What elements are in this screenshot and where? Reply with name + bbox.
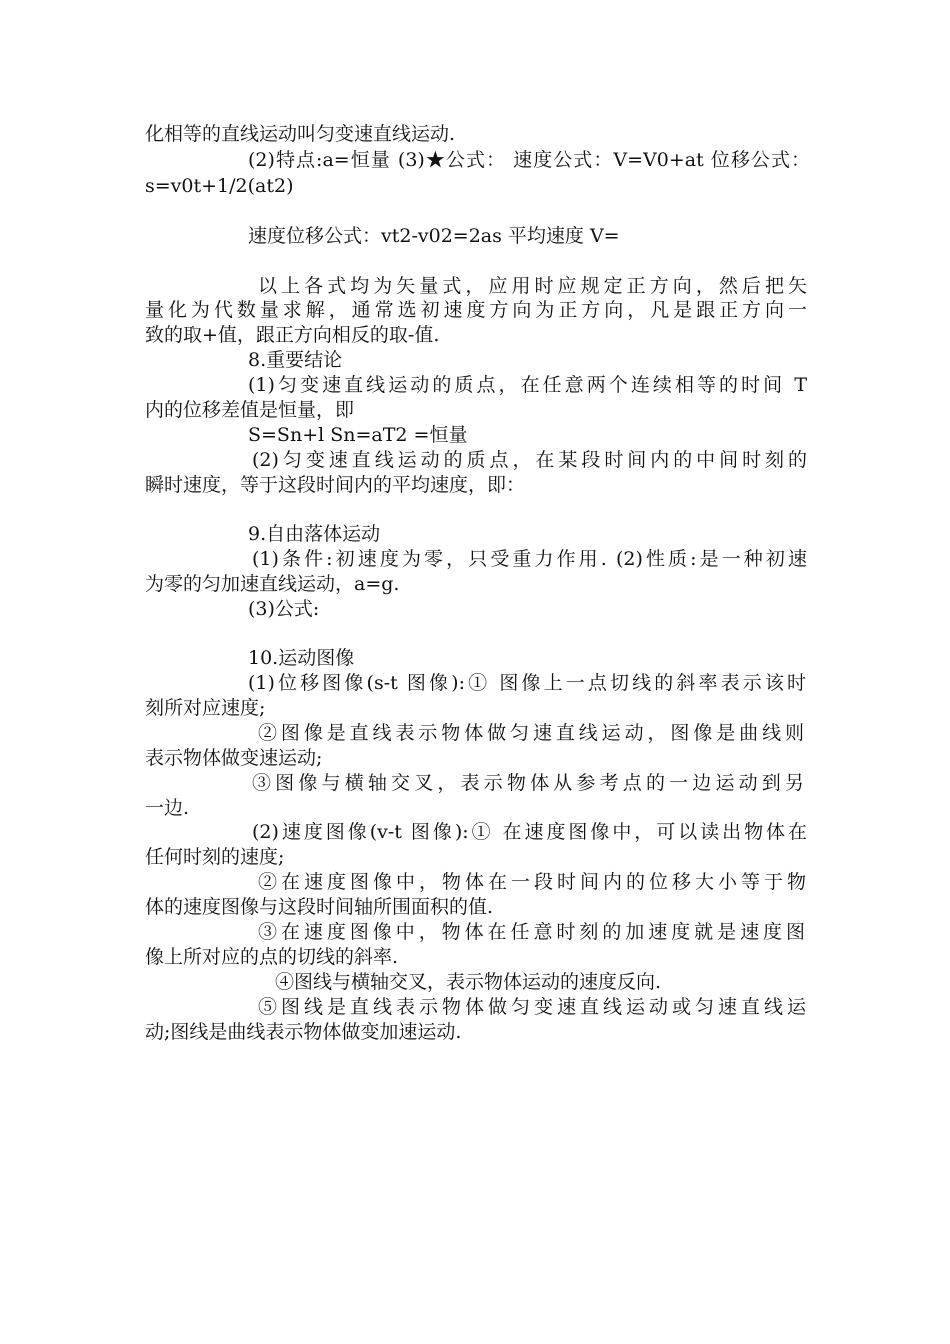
- section-heading: 9.自由落体运动: [248, 523, 381, 545]
- text-line: 一边.: [145, 797, 190, 819]
- section-heading: 8.重要结论: [248, 349, 343, 371]
- text-line: 体的速度图像与这段时间轴所围面积的值.: [145, 896, 494, 918]
- text-line: (2)速度图像(v-t 图像):① 在速度图像中，可以读出物体在: [252, 821, 807, 843]
- text-line: (2)特点:a=恒量 (3)★公式： 速度公式：V=V0+at 位移公式：: [248, 149, 810, 171]
- text-line: (3)公式:: [248, 598, 320, 620]
- text-line: ⑤图线是直线表示物体做匀变速直线运动或匀速直线运: [258, 996, 806, 1018]
- text-line: 任何时刻的速度;: [145, 846, 285, 868]
- text-line: ③图像与横轴交叉，表示物体从参考点的一边运动到另: [252, 772, 804, 794]
- text-line: 化相等的直线运动叫匀变速直线运动.: [145, 123, 456, 145]
- text-line: 动;图线是曲线表示物体做变加速运动.: [145, 1021, 462, 1043]
- text-line: 量化为代数量求解，通常选初速度方向为正方向，凡是跟正方向一: [145, 299, 807, 321]
- text-line: 表示物体做变速运动;: [145, 747, 323, 769]
- text-line: ④图线与横轴交叉，表示物体运动的速度反向.: [275, 971, 662, 993]
- text-line: s=v0t+1/2(at2): [145, 175, 294, 197]
- section-heading: 10.运动图像: [248, 647, 355, 669]
- text-line: ③在速度图像中，物体在任意时刻的加速度就是速度图: [258, 921, 805, 943]
- text-line: 像上所对应的点的切线的斜率.: [145, 946, 399, 968]
- text-line: 内的位移差值是恒量，即: [145, 399, 355, 421]
- text-line: ②在速度图像中，物体在一段时间内的位移大小等于物: [258, 871, 806, 893]
- text-line: 为零的匀加速直线运动，a=g.: [145, 573, 400, 595]
- text-line: 速度位移公式：vt2-v02=2as 平均速度 V=: [248, 225, 620, 247]
- text-line: (1)位移图像(s-t 图像):① 图像上一点切线的斜率表示该时: [248, 672, 806, 694]
- text-line: ②图像是直线表示物体做匀速直线运动，图像是曲线则: [258, 722, 804, 744]
- text-line: (1)条件:初速度为零，只受重力作用. (2)性质:是一种初速: [252, 548, 807, 570]
- text-line: 刻所对应速度;: [145, 697, 266, 719]
- text-line: (1)匀变速直线运动的质点，在任意两个连续相等的时间 T: [248, 374, 807, 396]
- text-line: (2)匀变速直线运动的质点，在某段时间内的中间时刻的: [252, 449, 807, 471]
- formula-line: S=Sn+l Sn=aT2 =恒量: [248, 424, 468, 446]
- text-line: 瞬时速度，等于这段时间内的平均速度，即：: [145, 474, 526, 496]
- text-line: 以上各式均为矢量式，应用时应规定正方向，然后把矢: [258, 275, 807, 297]
- text-line: 致的取+值，跟正方向相反的取-值.: [145, 324, 440, 346]
